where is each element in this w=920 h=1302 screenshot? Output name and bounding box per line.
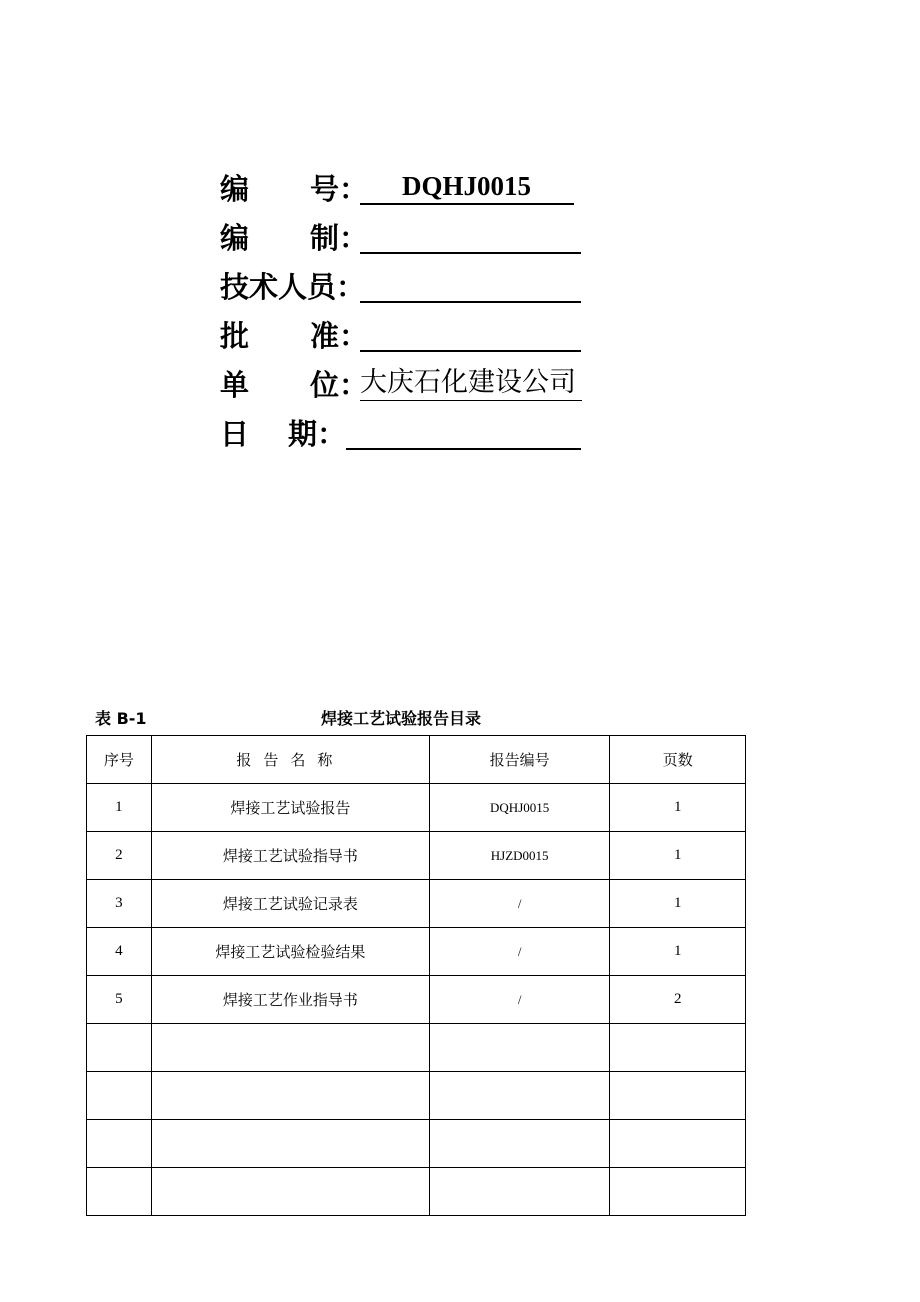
row-name: 焊接工艺试验指导书 <box>151 832 429 880</box>
field-approved <box>220 307 620 356</box>
field-compiled <box>220 209 620 258</box>
header-pages: 页数 <box>610 736 746 784</box>
table-caption <box>95 706 745 730</box>
table-header-row <box>87 736 746 784</box>
field-number-label: 编 号： <box>220 172 369 206</box>
table-id: 表 B-1 <box>95 709 147 728</box>
report-catalog-table <box>86 735 746 1216</box>
field-technician-value <box>360 267 581 303</box>
table-row <box>87 928 746 976</box>
row-no: 3 <box>87 880 152 928</box>
field-unit-value: 大庆石化建设公司 <box>360 366 582 401</box>
row-no <box>87 1024 152 1072</box>
table-title: 焊接工艺试验报告目录 <box>321 709 482 728</box>
row-no: 4 <box>87 928 152 976</box>
row-name: 焊接工艺作业指导书 <box>151 976 429 1024</box>
row-name: 焊接工艺试验记录表 <box>151 880 429 928</box>
row-name <box>151 1120 429 1168</box>
row-no: 2 <box>87 832 152 880</box>
field-unit-label: 单 位： <box>220 368 369 402</box>
row-pages <box>610 1072 746 1120</box>
table-row <box>87 832 746 880</box>
table-row <box>87 880 746 928</box>
field-compiled-value <box>360 218 581 254</box>
row-pages <box>610 1024 746 1072</box>
table-row <box>87 1120 746 1168</box>
row-no <box>87 1120 152 1168</box>
header-no: 序号 <box>87 736 152 784</box>
header-name: 报告名称 <box>151 736 429 784</box>
row-pages <box>610 1168 746 1216</box>
field-date <box>220 405 620 454</box>
table-body <box>87 784 746 1216</box>
row-name: 焊接工艺试验检验结果 <box>151 928 429 976</box>
field-compiled-label: 编 制： <box>220 221 369 255</box>
row-pages: 1 <box>610 784 746 832</box>
row-pages <box>610 1120 746 1168</box>
field-date-label: 日 期： <box>220 417 347 451</box>
table-row <box>87 976 746 1024</box>
field-technician-label: 技术人员： <box>220 270 366 304</box>
row-code <box>429 1168 610 1216</box>
field-approved-label: 批 准： <box>220 319 369 353</box>
row-code: / <box>429 880 610 928</box>
field-unit <box>220 356 620 405</box>
row-code <box>429 1024 610 1072</box>
row-code: / <box>429 928 610 976</box>
row-name <box>151 1168 429 1216</box>
row-code <box>429 1120 610 1168</box>
row-no: 5 <box>87 976 152 1024</box>
row-code: DQHJ0015 <box>429 784 610 832</box>
row-pages: 1 <box>610 880 746 928</box>
row-code: / <box>429 976 610 1024</box>
table-row <box>87 1072 746 1120</box>
row-pages: 1 <box>610 928 746 976</box>
row-code <box>429 1072 610 1120</box>
cover-fields <box>220 160 620 454</box>
row-name <box>151 1024 429 1072</box>
row-no <box>87 1072 152 1120</box>
row-name <box>151 1072 429 1120</box>
table-row <box>87 784 746 832</box>
row-code: HJZD0015 <box>429 832 610 880</box>
table-row <box>87 1168 746 1216</box>
header-code: 报告编号 <box>429 736 610 784</box>
row-pages: 2 <box>610 976 746 1024</box>
field-approved-value <box>360 316 581 352</box>
field-number-value: DQHJ0015 <box>360 169 574 205</box>
row-pages: 1 <box>610 832 746 880</box>
row-name: 焊接工艺试验报告 <box>151 784 429 832</box>
row-no: 1 <box>87 784 152 832</box>
table-row <box>87 1024 746 1072</box>
row-no <box>87 1168 152 1216</box>
field-technician <box>220 258 620 307</box>
field-number <box>220 160 620 209</box>
field-date-value <box>346 414 581 450</box>
